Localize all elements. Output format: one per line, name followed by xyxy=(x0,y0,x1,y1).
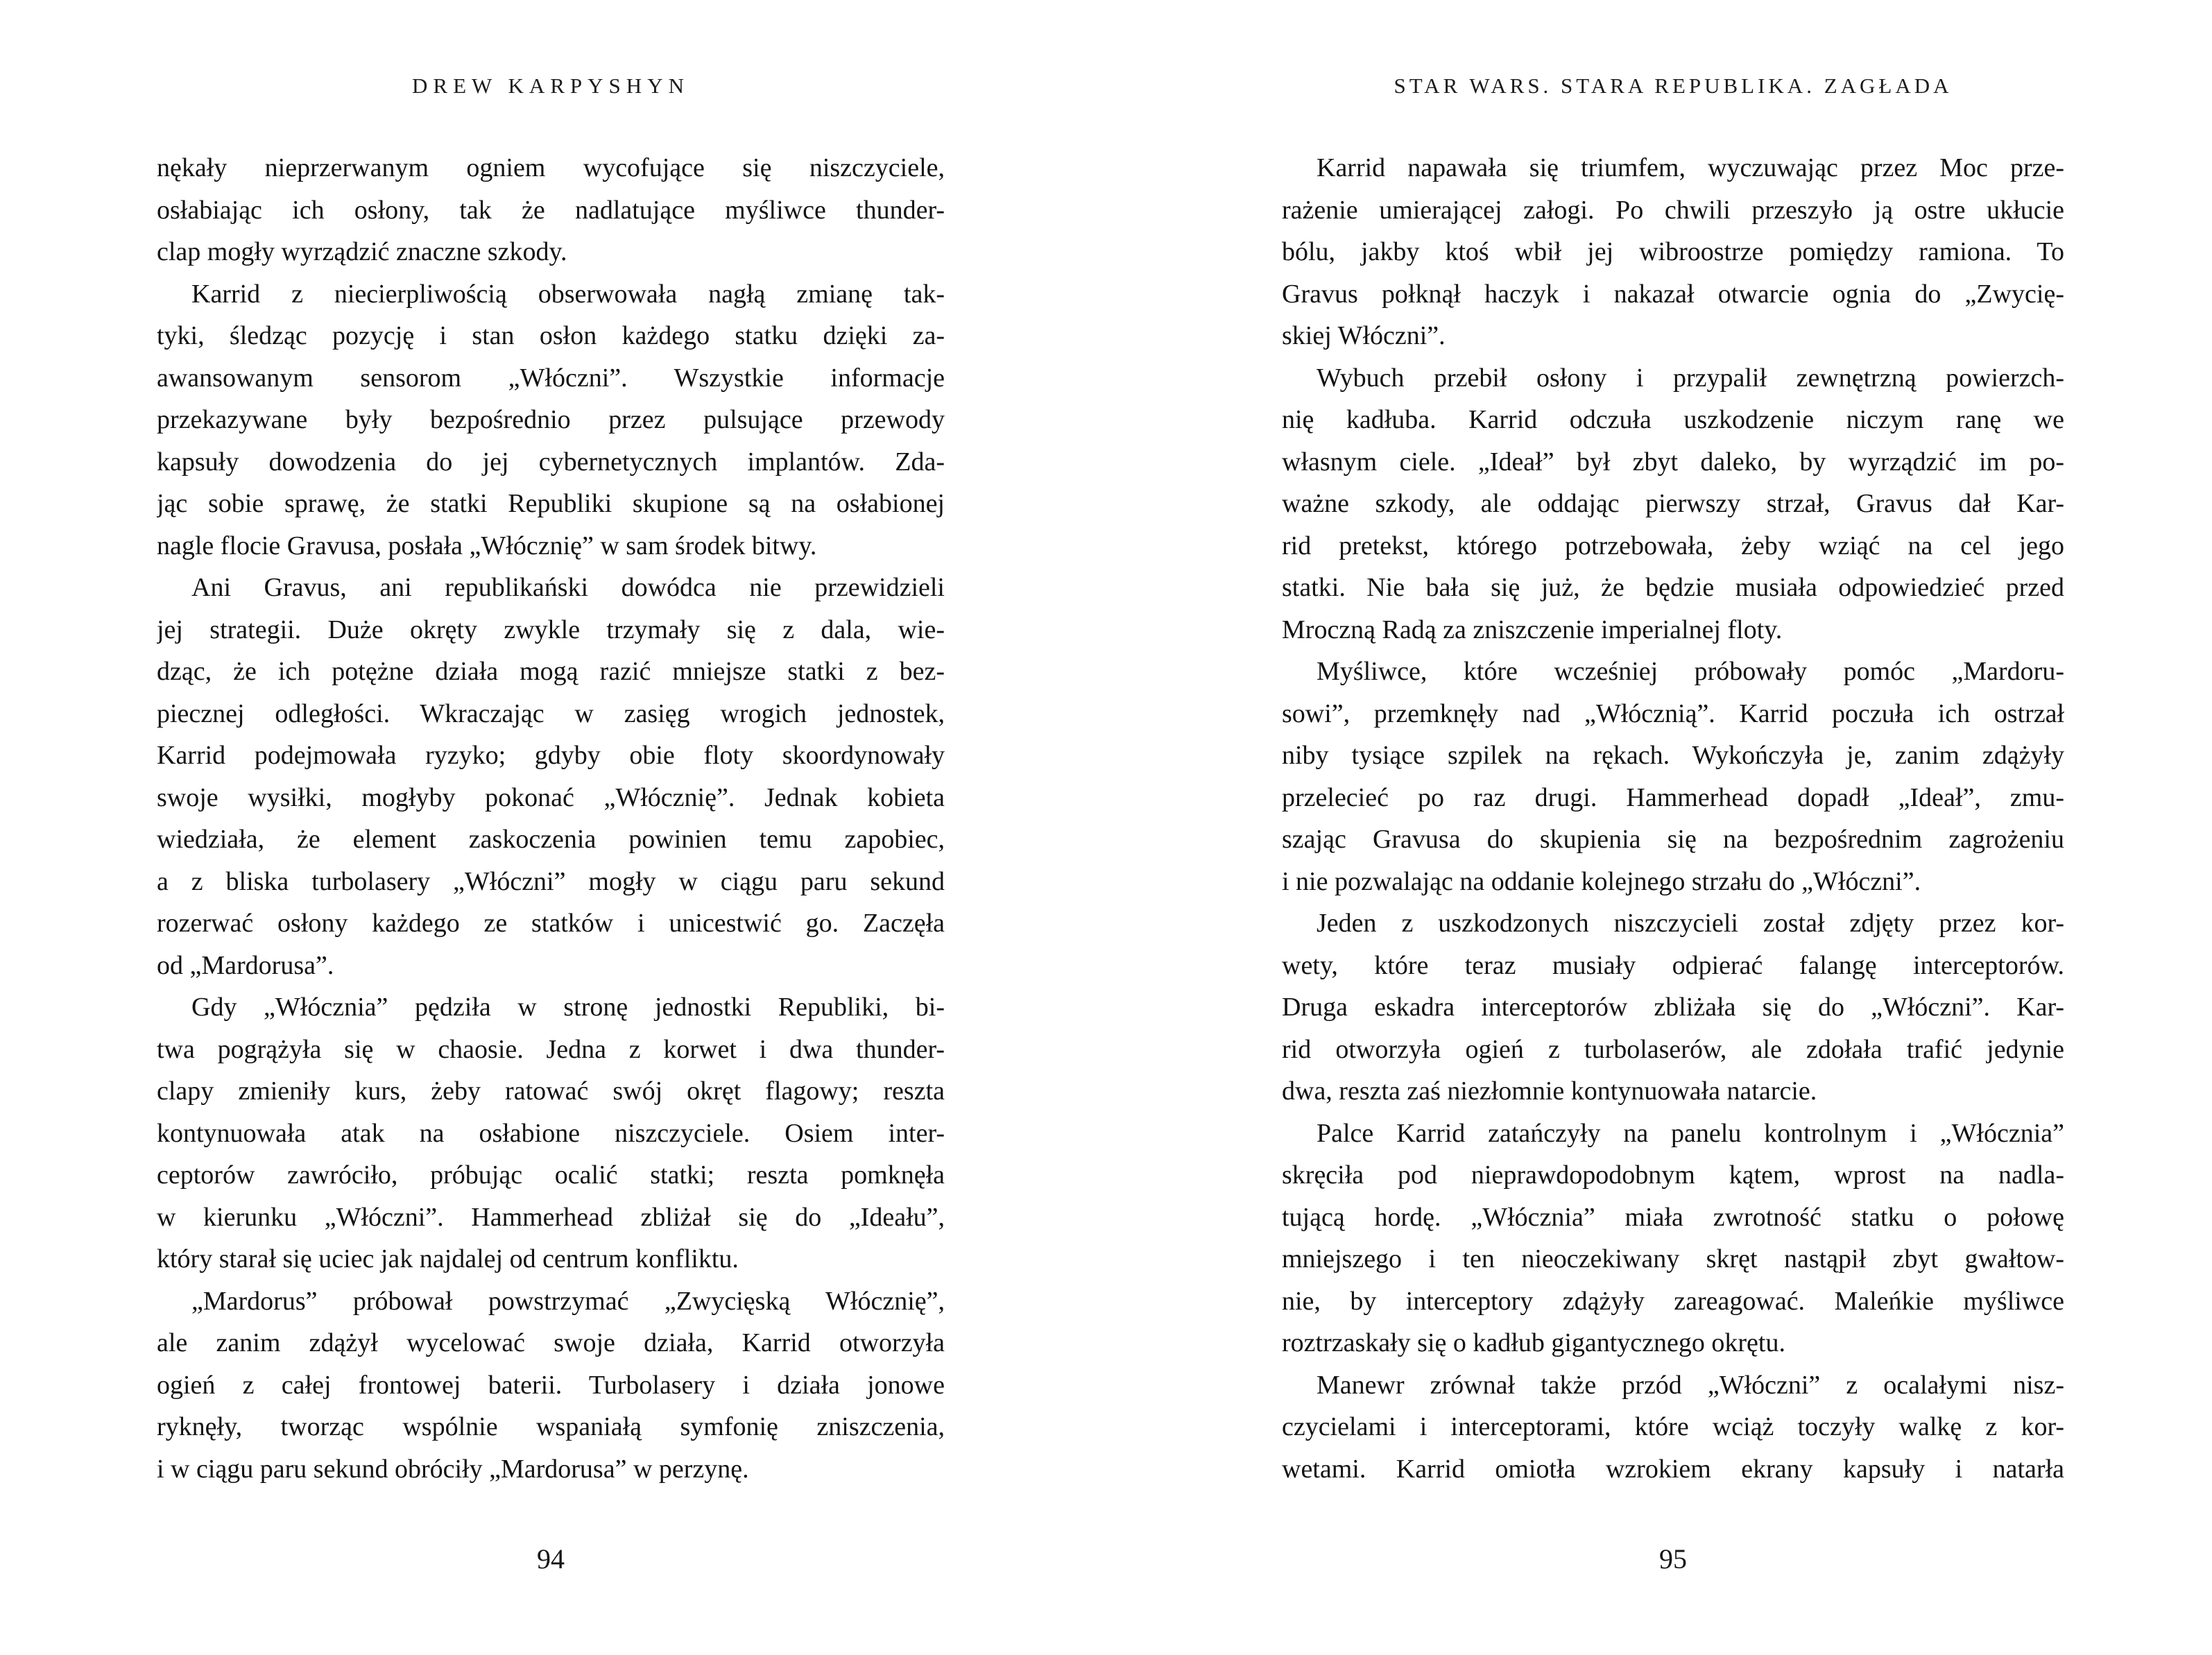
body-line: ceptorów zawróciło, próbując ocalić statki; reszta pomknęła xyxy=(157,1160,945,1190)
body-line: ważne szkody, ale oddając pierwszy strzał, Gravus dał Kar- xyxy=(1282,489,2064,518)
body-line: nię kadłuba. Karrid odczuła uszkodzenie niczym ranę we xyxy=(1282,405,2064,434)
body-line: ale zanim zdążył wycelować swoje działa, Karrid otworzyła xyxy=(157,1328,945,1357)
body-line: przekazywane były bezpośrednio przez pulsujące przewody xyxy=(157,405,945,434)
body-line: statki. Nie bała się już, że będzie musiała odpowiedzieć przed xyxy=(1282,573,2064,602)
body-line: nękały nieprzerwanym ogniem wycofujące się niszczyciele, xyxy=(157,153,945,182)
body-line: roztrzaskały się o kadłub gigantycznego okrętu. xyxy=(1282,1328,1785,1357)
body-line: rażenie umierającej załogi. Po chwili przeszyło ją ostre ukłucie xyxy=(1282,195,2064,225)
body-line: tyki, śledząc pozycję i stan osłon każdego statku dzięki za- xyxy=(157,321,945,350)
body-line: Wybuch przebił osłony i przypalił zewnętrzną powierzch- xyxy=(1317,363,2064,393)
body-line: wiedziała, że element zaskoczenia powinien temu zapobiec, xyxy=(157,825,945,854)
body-line: Ani Gravus, ani republikański dowódca nie przewidzieli xyxy=(191,573,945,602)
body-line: własnym ciele. „Ideał” był zbyt daleko, by wyrządzić im po- xyxy=(1282,447,2064,477)
page-number-left: 94 xyxy=(537,1543,565,1575)
body-line: wetami. Karrid omiotła wzrokiem ekrany kapsuły i natarła xyxy=(1282,1454,2064,1484)
body-line: clap mogły wyrządzić znaczne szkody. xyxy=(157,237,567,266)
body-line: Gravus połknął haczyk i nakazał otwarcie ognia do „Zwycię- xyxy=(1282,279,2064,309)
body-line: skręciła pod nieprawdopodobnym kątem, wprost na nadla- xyxy=(1282,1160,2064,1190)
body-line: Karrid napawała się triumfem, wyczuwając przez Moc prze- xyxy=(1317,153,2064,182)
body-line: Palce Karrid zatańczyły na panelu kontrolnym i „Włócznia” xyxy=(1317,1118,2064,1148)
left-page xyxy=(157,0,945,1655)
body-line: wety, które teraz musiały odpierać falangę interceptorów. xyxy=(1282,950,2064,980)
body-line: Karrid z niecierpliwością obserwowała nagłą zmianę tak- xyxy=(191,279,945,309)
running-header-title: STAR WARS. STARA REPUBLIKA. ZAGŁADA xyxy=(1394,74,1953,98)
body-line: nagle flocie Gravusa, posłała „Włócznię” w sam środek bitwy. xyxy=(157,531,817,560)
body-line: nie, by interceptory zdążyły zareagować. Maleńkie myśliwce xyxy=(1282,1286,2064,1316)
body-line: dwa, reszta zaś niezłomnie kontynuowała natarcie. xyxy=(1282,1077,1817,1106)
body-line: ogień z całej frontowej baterii. Turbolasery i działa jonowe xyxy=(157,1370,945,1400)
body-line: dząc, że ich potężne działa mogą razić mniejsze statki z bez- xyxy=(157,657,945,686)
body-line: rid otworzyła ogień z turbolaserów, ale zdołała trafić jedynie xyxy=(1282,1034,2064,1064)
body-line: Gdy „Włócznia” pędziła w stronę jednostki Republiki, bi- xyxy=(191,993,945,1022)
body-line: i w ciągu paru sekund obróciły „Mardorusa” w perzynę. xyxy=(157,1454,749,1484)
body-line: jej strategii. Duże okręty zwykle trzymały się z dala, wie- xyxy=(157,615,945,644)
body-line: szając Gravusa do skupienia się na bezpośrednim zagrożeniu xyxy=(1282,825,2064,854)
body-line: kapsuły dowodzenia do jej cybernetycznych implantów. Zda- xyxy=(157,447,945,477)
body-line: Myśliwce, które wcześniej próbowały pomóc „Mardoru- xyxy=(1317,657,2064,686)
left-page-body xyxy=(157,147,945,1490)
body-line: jąc sobie sprawę, że statki Republiki skupione są na osłabionej xyxy=(157,489,945,518)
body-line: rid pretekst, którego potrzebowała, żeby wziąć na cel jego xyxy=(1282,531,2064,560)
body-line: clapy zmieniły kurs, żeby ratować swój okręt flagowy; reszta xyxy=(157,1077,945,1106)
body-line: awansowanym sensorom „Włóczni”. Wszystkie informacje xyxy=(157,363,945,393)
body-line: swoje wysiłki, mogłyby pokonać „Włócznię”. Jednak kobieta xyxy=(157,782,945,812)
body-line: bólu, jakby ktoś wbił jej wibroostrze pomiędzy ramiona. To xyxy=(1282,237,2064,266)
body-line: kontynuowała atak na osłabione niszczyciele. Osiem inter- xyxy=(157,1118,945,1148)
body-line: „Mardorus” próbował powstrzymać „Zwycięską Włócznię”, xyxy=(191,1286,945,1316)
body-line: Karrid podejmowała ryzyko; gdyby obie floty skoordynowały xyxy=(157,741,945,770)
body-line: a z bliska turbolasery „Włóczni” mogły w ciągu paru sekund xyxy=(157,866,945,896)
body-line: Druga eskadra interceptorów zbliżała się do „Włóczni”. Kar- xyxy=(1282,993,2064,1022)
body-line: osłabiając ich osłony, tak że nadlatujące myśliwce thunder- xyxy=(157,195,945,225)
body-line: skiej Włóczni”. xyxy=(1282,321,1446,350)
body-line: sowi”, przemknęły nad „Włócznią”. Karrid poczuła ich ostrzał xyxy=(1282,698,2064,728)
body-line: Jeden z uszkodzonych niszczycieli został zdjęty przez kor- xyxy=(1317,909,2064,938)
body-line: twa pogrążyła się w chaosie. Jedna z korwet i dwa thunder- xyxy=(157,1034,945,1064)
running-header-author: DREW KARPYSHYN xyxy=(412,74,689,98)
body-line: który starał się uciec jak najdalej od centrum konfliktu. xyxy=(157,1244,739,1274)
body-line: przelecieć po raz drugi. Hammerhead dopadł „Ideał”, zmu- xyxy=(1282,782,2064,812)
body-line: mniejszego i ten nieoczekiwany skręt nastąpił zbyt gwałtow- xyxy=(1282,1244,2064,1274)
right-page-body xyxy=(1282,147,2064,1490)
body-line: Mroczną Radą za zniszczenie imperialnej floty. xyxy=(1282,615,1783,644)
page-number-right: 95 xyxy=(1659,1543,1687,1575)
body-line: czycielami i interceptorami, które wciąż toczyły walkę z kor- xyxy=(1282,1412,2064,1441)
body-line: od „Mardorusa”. xyxy=(157,950,334,980)
body-line: i nie pozwalając na oddanie kolejnego strzału do „Włóczni”. xyxy=(1282,866,1921,896)
body-line: tującą hordę. „Włócznia” miała zwrotność statku o połowę xyxy=(1282,1202,2064,1232)
body-line: rozerwać osłony każdego ze statków i unicestwić go. Zaczęła xyxy=(157,909,945,938)
body-line: piecznej odległości. Wkraczając w zasięg wrogich jednostek, xyxy=(157,698,945,728)
body-line: Manewr zrównał także przód „Włóczni” z ocalałymi nisz- xyxy=(1317,1370,2064,1400)
body-line: ryknęły, tworząc wspólnie wspaniałą symfonię zniszczenia, xyxy=(157,1412,945,1441)
body-line: w kierunku „Włóczni”. Hammerhead zbliżał się do „Ideału”, xyxy=(157,1202,945,1232)
right-page xyxy=(1282,0,2064,1655)
body-line: niby tysiące szpilek na rękach. Wykończyła je, zanim zdążyły xyxy=(1282,741,2064,770)
